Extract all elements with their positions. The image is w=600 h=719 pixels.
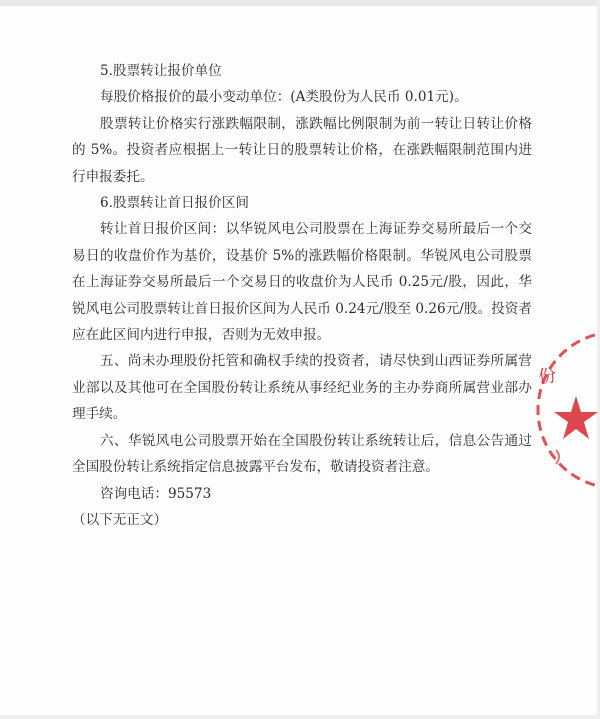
seal-ring [538, 332, 600, 488]
page-border-bottom [0, 715, 600, 719]
paragraph-information-disclosure: 六、华锐风电公司股票开始在全国股份转让系统转让后，信息公告通过全国股份转让系统指定信息披露平台发布，敬请投资者注意。 [72, 432, 532, 476]
seal-char-fen: 份 [536, 364, 558, 389]
section-heading-first-day-range: 6.股票转让首日报价区间 [100, 195, 249, 212]
seal-graphic [528, 330, 600, 500]
paragraph-custody-procedures: 五、尚未办理股份托管和确权手续的投资者，请尽快到山西证券所属营业部以及其他可在全国股份转让系统从事经纪业务的主办券商所属营业部办理手续。 [72, 353, 532, 423]
paragraph-min-price-change: 每股价格报价的最小变动单位：(A类股份为人民币 0.01元)。 [100, 89, 468, 106]
red-seal-stamp [528, 330, 600, 500]
document-body [72, 58, 532, 533]
paragraph-first-day-range: 转让首日报价区间：以华锐风电公司股票在上海证券交易所最后一个交易日的收盘价作为基价，设基价 5%的涨跌幅价格限制。华锐风电公司股票在上海证券交易所最后一个交易日的收盘价为人民币 0.25元/股，因此，华锐风电公司股票转让首日报价区间为人民币 0.24元/股至 0.26元/股。投资者应在此区间内进行申报，否则为无效申报。 [72, 221, 532, 344]
end-of-text-note: （以下无正文） [72, 511, 168, 528]
contact-phone: 咨询电话：95573 [100, 485, 212, 502]
seal-star-icon [554, 396, 598, 439]
section-heading-price-unit: 5.股票转让报价单位 [100, 63, 222, 79]
seal-stroke-mark [556, 450, 559, 464]
page-border-top [0, 0, 600, 6]
paragraph-price-limit: 股票转让价格实行涨跌幅限制，涨跌幅比例限制为前一转让日转让价格的 5%。投资者应根据上一转让日的股票转让价格，在涨跌幅限制范围内进行申报委托。 [72, 115, 532, 185]
